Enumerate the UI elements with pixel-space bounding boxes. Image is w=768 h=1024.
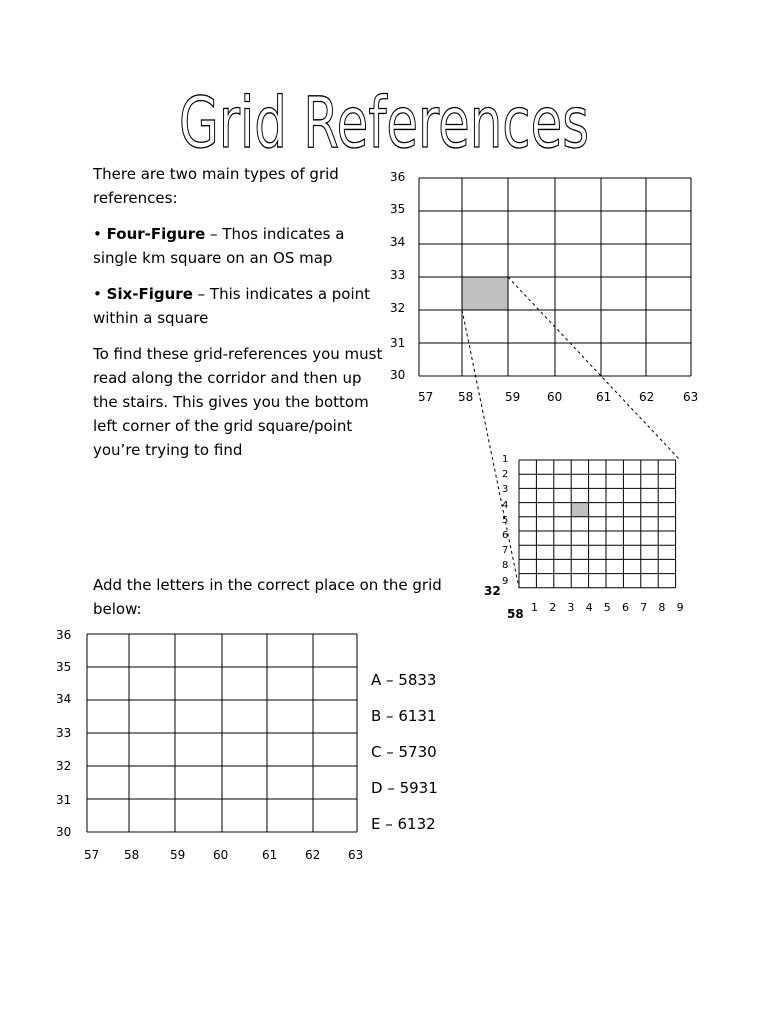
zoom-grid-y-tick: 7 — [502, 545, 509, 557]
zoom-grid-x-tick: 1 — [531, 601, 538, 614]
page-title-text: Grid References — [179, 82, 589, 160]
zoom-grid-x-tick: 4 — [585, 601, 593, 614]
blank-grid-x-tick: 62 — [305, 848, 321, 862]
main-grid-y-tick: 32 — [390, 301, 406, 315]
main-grid-y-tick: 36 — [390, 170, 406, 184]
blank-grid-x-tick: 58 — [124, 848, 140, 862]
zoom-grid-x-tick: 3 — [567, 601, 575, 614]
zoom-grid-x-tick: 2 — [549, 601, 557, 614]
main-grid-y-tick: 35 — [390, 202, 406, 216]
answer-item: E – 6132 — [371, 815, 436, 833]
blank-grid-y-tick: 32 — [56, 759, 72, 773]
zoom-grid-x-tick: 6 — [622, 601, 629, 614]
bullet: • — [93, 285, 102, 303]
blank-grid-x-tick: 60 — [213, 848, 229, 862]
zoom-grid-y-tick: 6 — [502, 530, 509, 541]
blank-grid-y-tick: 34 — [56, 692, 72, 706]
blank-grid-lines — [87, 634, 357, 832]
zoom-grid-y-tick: 9 — [502, 575, 509, 587]
four-figure-label: Four-Figure — [106, 225, 206, 243]
instructions-paragraph: To find these grid-references you must read along the corridor and then up the stairs. This gives you the bottom left corner of the grid square/point you’re trying to find — [93, 345, 383, 459]
main-grid-y-tick: 30 — [390, 368, 406, 382]
main-grid-x-tick: 60 — [547, 390, 563, 404]
answer-item: B – 6131 — [371, 707, 437, 725]
six-figure-desc: – This indicates a point within a square — [93, 285, 371, 327]
blank-grid-y-tick: 33 — [56, 726, 72, 740]
blank-grid-y-tick: 35 — [56, 660, 72, 674]
six-figure-label: Six-Figure — [106, 285, 193, 303]
blank-grid-x-tick: 63 — [348, 848, 364, 862]
blank-grid-y-tick: 31 — [56, 793, 72, 807]
main-grid-x-tick: 59 — [505, 390, 521, 404]
main-grid-x-tick: 58 — [458, 390, 474, 404]
blank-grid-x-tick: 57 — [84, 848, 100, 862]
zoom-origin-x: 58 — [507, 607, 524, 621]
bullet: • — [93, 225, 102, 243]
answer-item: A – 5833 — [371, 671, 437, 689]
zoom-grid-y-tick: 3 — [502, 484, 509, 496]
intro-paragraph: There are two main types of grid references: — [93, 165, 339, 207]
answer-item: D – 5931 — [371, 779, 438, 797]
main-grid-x-tick: 57 — [418, 390, 434, 404]
zoom-grid-y-tick: 4 — [502, 499, 509, 511]
zoom-grid-x-tick: 7 — [640, 601, 648, 614]
main-grid-y-tick: 31 — [390, 336, 406, 350]
zoom-grid-x-tick: 9 — [676, 601, 684, 614]
main-grid-x-tick: 63 — [683, 390, 699, 404]
main-grid-y-tick: 34 — [390, 235, 406, 249]
task-instruction: Add the letters in the correct place on the grid below: — [93, 576, 442, 618]
zoom-grid-y-tick: 1 — [502, 454, 509, 465]
zoom-highlighted-point — [571, 503, 588, 517]
highlighted-square — [462, 277, 508, 310]
main-grid-y-tick: 33 — [390, 268, 406, 282]
main-grid-x-tick: 61 — [596, 390, 612, 404]
four-figure-desc: – Thos indicates a single km square on an OS map — [93, 225, 345, 267]
zoom-grid-x-tick: 5 — [603, 601, 611, 614]
zoom-grid-y-tick: 2 — [502, 469, 509, 481]
zoom-connector-line — [462, 310, 519, 588]
main-grid-x-tick: 62 — [639, 390, 655, 404]
main-grid-lines — [419, 178, 691, 376]
zoom-connector-line — [508, 277, 680, 460]
zoom-grid-lines — [519, 460, 676, 588]
answer-item: C – 5730 — [371, 743, 437, 761]
zoom-grid-y-tick: 8 — [502, 560, 509, 572]
zoom-grid-y-tick: 5 — [502, 514, 509, 526]
zoom-origin-y: 32 — [484, 584, 501, 598]
blank-grid-x-tick: 59 — [170, 848, 186, 862]
zoom-grid-x-tick: 8 — [658, 601, 666, 614]
blank-grid-x-tick: 61 — [262, 848, 278, 862]
blank-grid-y-tick: 36 — [56, 628, 72, 642]
blank-grid-y-tick: 30 — [56, 825, 72, 839]
